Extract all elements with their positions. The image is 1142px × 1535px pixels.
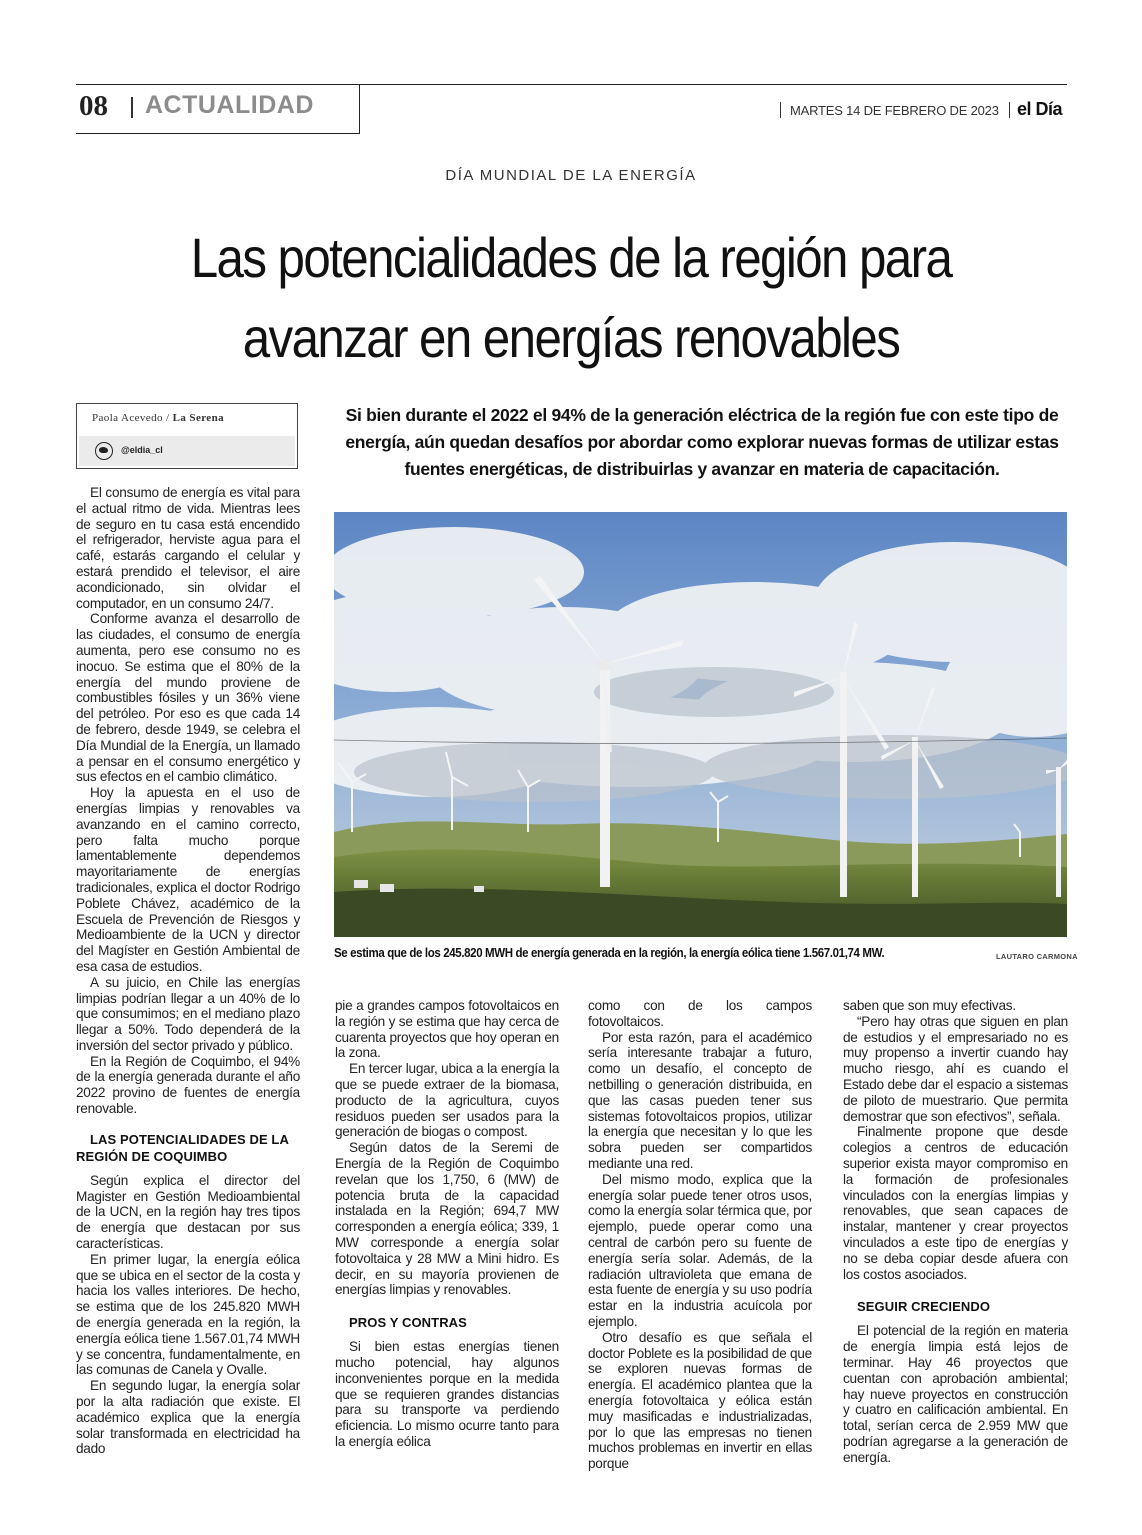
- brand-logo: el Día: [1017, 99, 1063, 119]
- twitter-strip: [79, 436, 295, 466]
- paragraph: En segundo lugar, la energía solar por la alta radiación que existe. El académico explica que la energía solar transformada en electricidad ha dado: [76, 1378, 300, 1457]
- paragraph: Conforme avanza el desarrollo de las ciudades, el consumo de energía aumenta, pero ese consumo no es inocuo. Se estima que el 80% de la energía del mundo proviene de combustibles fósiles y un 36% viene del petróleo. Por eso es que cada 14 de febrero, desde 1949, se celebra el Día Mundial de la Energía, un llamado a pensar en el consumo energético y sus efectos en el cambio climático.: [76, 611, 300, 785]
- paragraph: Según datos de la Seremi de Energía de la Región de Coquimbo revelan que los 1,750, 6 (MW) de potencia bruta de la capacidad instalada en la Región; 694,7 MW corresponden a energía eólica; 339, 1 MW corresponde a energía solar fotovoltaica y 28 MW a Mini hidro. Es decir, en su mayoría provienen de energías limpias y renovables.: [335, 1140, 559, 1298]
- paragraph: En la Región de Coquimbo, el 94% de la energía generada durante el año 2022 provino de fuentes de energía renovable.: [76, 1053, 300, 1117]
- paragraph: saben que son muy efectivas.: [843, 998, 1016, 1013]
- wind-farm-photo: [334, 512, 1067, 937]
- photo-credit: LAUTARO CARMONA: [996, 952, 1078, 961]
- header-underline: [76, 133, 360, 134]
- twitter-handle: @eldia_cl: [121, 445, 163, 455]
- paragraph: Según explica el director del Magister en Gestión Medioambiental de la UCN, en la región hay tres tipos de energía que destacan por sus características.: [76, 1172, 300, 1252]
- byline: Paola Acevedo / La Serena: [92, 412, 225, 424]
- paragraph: Si bien estas energías tienen mucho potencial, hay algunos inconvenientes porque en la medida que se requieren grandes distancias para su transporte va perdiendo eficiencia. Lo mismo ocurre tanto para la energía eólica: [335, 1339, 559, 1449]
- column-4: [843, 998, 1068, 1466]
- author-location: La Serena: [172, 412, 225, 424]
- paragraph: Finalmente propone que desde colegios a centros de educación superior exista mayor compromiso en la formación de profesionales vinculados con la energías limpias y renovables, que sean capaces de instalar, mantener y crear proyectos vinculados a este tipo de energías y no se deba copiar desde afuera con los costos asociados.: [843, 1124, 1068, 1282]
- date-separator: [780, 102, 781, 118]
- subhead-potencialidades: LAS POTENCIALIDADES DE LA REGIÓN DE COQUIMBO: [76, 1131, 289, 1164]
- byline-box: [76, 403, 298, 469]
- twitter-icon: [95, 442, 113, 460]
- column-1: [76, 485, 300, 1457]
- article-lede: Si bien durante el 2022 el 94% de la generación eléctrica de la región fue con este tipo de energía, aún quedan desafíos por abordar como explorar nuevas formas de utilizar estas fuentes energéticas, de distribuirlas y avanzar en materia de capacitación.: [345, 405, 1059, 479]
- paragraph: Otro desafío es que señala el doctor Poblete es la posibilidad de que se exploren nuevas formas de energía. El académico plantea que la energía fotovoltaica y eólica están muy masificadas e industrializadas, por lo que las empresas no tienen muchos problemas en invertir en ellas porque: [588, 1329, 812, 1472]
- paragraph: pie a grandes campos fotovoltaicos en la región y se estima que hay cerca de cuarenta proyectos que hoy operan en la zona.: [335, 998, 559, 1061]
- subhead-pros-contras: PROS Y CONTRAS: [349, 1315, 467, 1331]
- column-3: [588, 998, 812, 1472]
- photo-caption: Se estima que de los 245.820 MWH de energía generada en la región, la energía eólica tiene 1.567.01,74 MW.: [334, 946, 885, 960]
- column-2: [335, 998, 559, 1450]
- paragraph: El consumo de energía es vital para el actual ritmo de vida. Mientras lees de seguro en tu casa está encendido el refrigerador, herviste agua para el café, estarás cargando el celular y estará prendido el televisor, el aire acondicionado, sin olvidar el computador, en un consumo 24/7.: [76, 485, 300, 611]
- paragraph: Hoy la apuesta en el uso de energías limpias y renovables va avanzando en el camino correcto, pero falta mucho porque lamentablemente dependemos mayoritariamente de energías tradicionales, explica el doctor Rodrigo Poblete Chávez, académico de la Escuela de Prevención de Riesgos y Medioambiente de la UCN y director del Magíster en Gestión Ambiental de esa casa de estudios.: [76, 785, 300, 974]
- section-name: ACTUALIDAD: [145, 91, 314, 119]
- paragraph: Por esta razón, para el académico sería interesante trabajar a futuro, como un desafío, el concepto de netbilling o generación distribuida, en que las casas pueden tener sus sistemas fotovoltaicos propios, utilizar la energía que necesitan y lo que les sobra pueden ser compartidos mediante una red.: [588, 1029, 812, 1171]
- headline-line-1: Las potencialidades de la región para: [190, 226, 952, 289]
- header-rule: [76, 84, 1067, 85]
- paragraph: En tercer lugar, ubica a la energía la que se puede extraer de la biomasa, producto de la agricultura, cuyos residuos pueden ser usados para la generación de biogas o compost.: [335, 1061, 559, 1140]
- headline-line-2: avanzar en energías renovables: [242, 306, 900, 369]
- article-headline: [113, 218, 1030, 378]
- author-name: Paola Acevedo: [92, 412, 163, 424]
- paragraph: Del mismo modo, explica que la energía solar puede tener otros usos, como la energía solar térmica que, por ejemplo, puede operar como una central de carbón pero su fuente de energía sería solar. Además, de la radiación ultravioleta que emana de esta fuente de energía y su uso podría estar en la industria acuícola por ejemplo.: [588, 1171, 812, 1329]
- paragraph: como con de los campos fotovoltaicos.: [588, 998, 812, 1029]
- paragraph: “Pero hay otras que siguen en plan de estudios y el empresariado no es muy propenso a invertir cuando hay mucho riesgo, ahí es cuando el Estado debe dar el espacio a sistemas de piloto de muestrario. Que permita demostrar que son efectivos”, señala.: [843, 1013, 1068, 1124]
- paragraph: A su juicio, en Chile las energías limpias podrían llegar a un 40% de lo que consumimos; en el mediano plazo llegar a 50%. Todo dependerá de la inversión del sector privado y público.: [76, 974, 300, 1053]
- brand-separator: [1009, 102, 1010, 118]
- paragraph: El potencial de la región en materia de energía limpia está lejos de terminar. Hay 46 proyectos que cuentan con aprobación ambiental; hay nueve proyectos en construcción y cuatro en calificación ambiental. En total, serían cerca de 2.959 MW que podrían agregarse a la generación de energía.: [843, 1323, 1068, 1465]
- subhead-seguir-creciendo: SEGUIR CRECIENDO: [857, 1299, 991, 1315]
- section-separator: [131, 97, 133, 118]
- article-kicker: DÍA MUNDIAL DE LA ENERGÍA: [445, 167, 697, 184]
- issue-date: MARTES 14 DE FEBRERO DE 2023: [790, 103, 999, 118]
- page-number: 08: [79, 90, 108, 122]
- header-divider: [359, 84, 360, 134]
- paragraph: En primer lugar, la energía eólica que se ubica en el sector de la costa y hacia los valles interiores. De hecho, se estima que de los 245.820 MWH de energía generada en la región, la energía eólica tiene 1.567.01,74 MWH y se concentra, fundamentalmente, en las comunas de Canela y Ovalle.: [76, 1251, 300, 1378]
